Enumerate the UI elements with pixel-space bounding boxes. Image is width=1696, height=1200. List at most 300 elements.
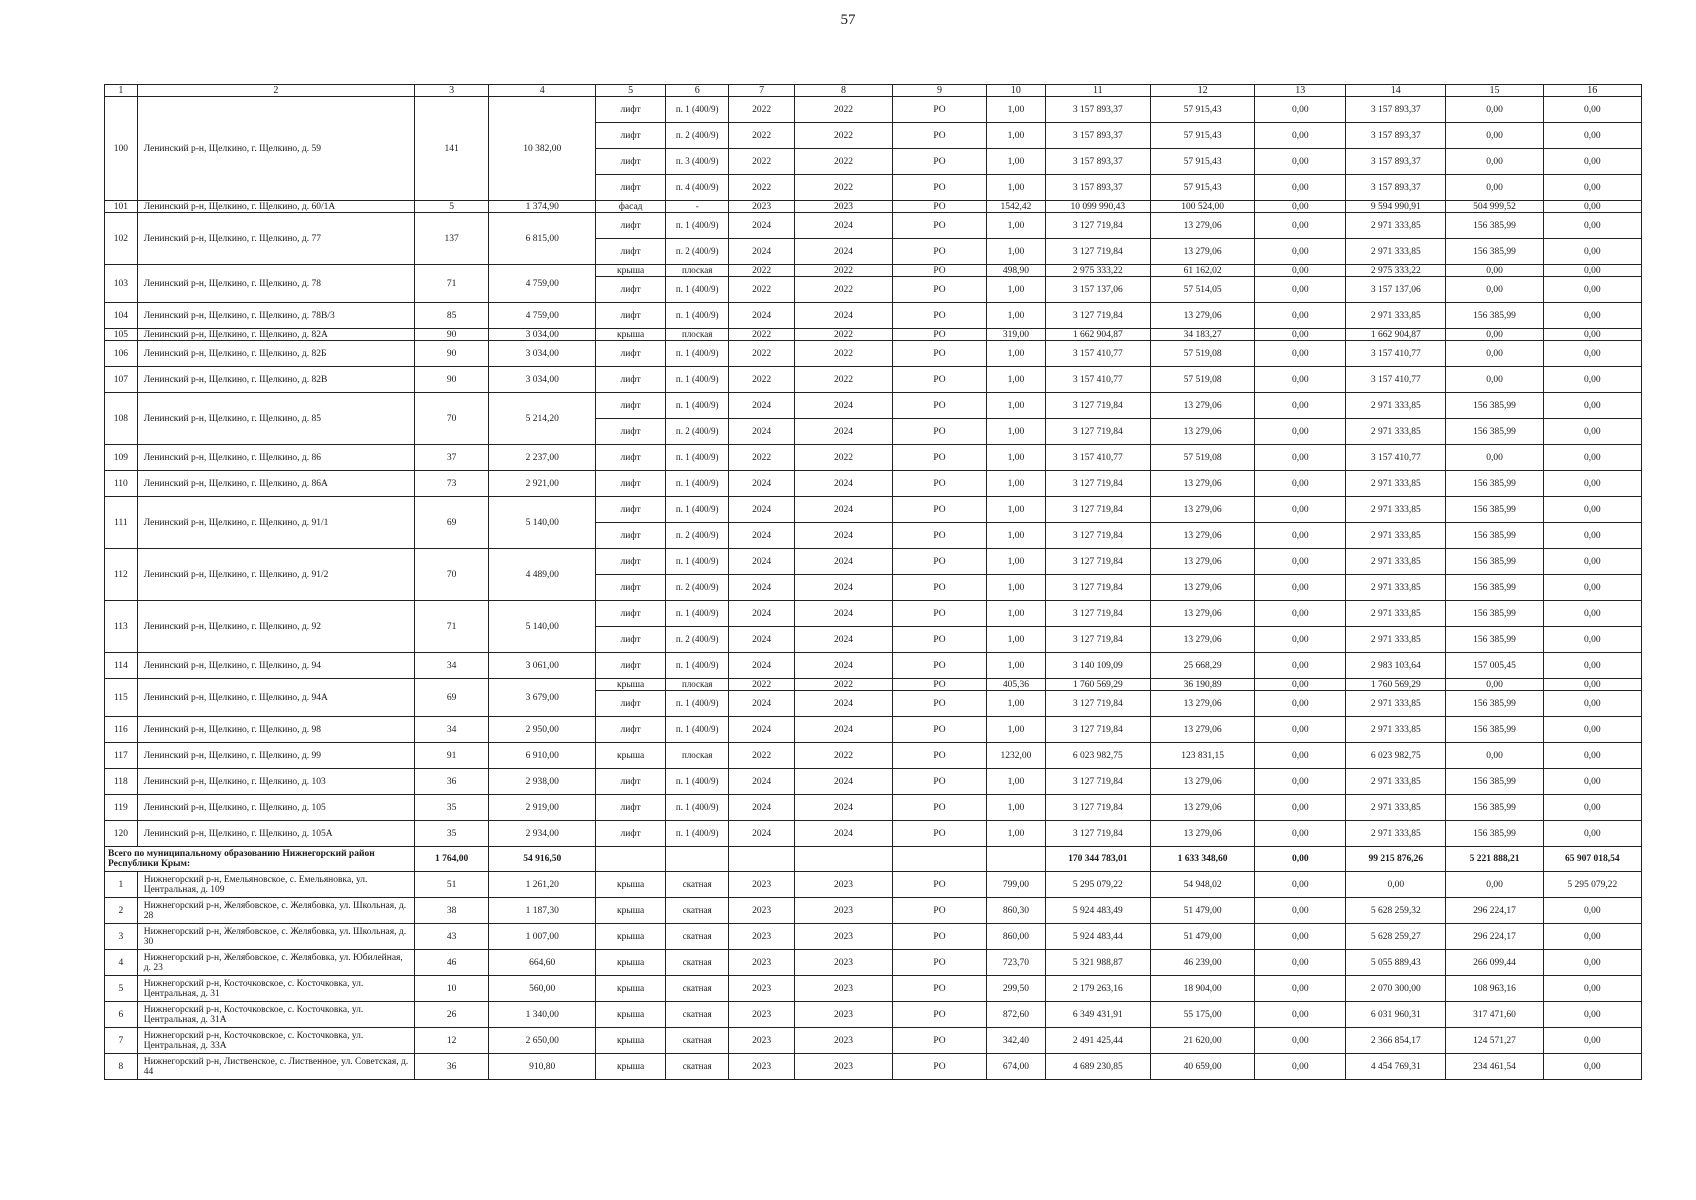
column-number-cell: 3 (415, 85, 489, 97)
ro-cell: РО (893, 497, 987, 523)
quantity-cell: 1232,00 (986, 743, 1045, 769)
cost-col12-cell: 123 831,15 (1150, 743, 1255, 769)
address-cell: Ленинский р-н, Щелкино, г. Щелкино, д. 85 (137, 393, 414, 445)
quantity-cell: 1,00 (986, 471, 1045, 497)
area-cell: 3 034,00 (489, 367, 596, 393)
total-c16-cell: 65 907 018,54 (1543, 847, 1641, 872)
cost-col12-cell: 13 279,06 (1150, 795, 1255, 821)
year-cell: 2023 (794, 1002, 892, 1028)
plan-year-cell: 2022 (729, 123, 794, 149)
cost-col16-cell: 0,00 (1543, 419, 1641, 445)
work-detail-cell: п. 1 (400/9) (666, 821, 729, 847)
work-detail-cell: п. 1 (400/9) (666, 445, 729, 471)
cost-col12-cell: 51 479,00 (1150, 924, 1255, 950)
work-type-cell: лифт (596, 821, 666, 847)
address-cell: Ленинский р-н, Щелкино, г. Щелкино, д. 82В (137, 367, 414, 393)
work-detail-cell: п. 1 (400/9) (666, 795, 729, 821)
total-cost-cell: 3 127 719,84 (1045, 303, 1150, 329)
total-cost-cell: 3 127 719,84 (1045, 523, 1150, 549)
work-detail-cell: п. 1 (400/9) (666, 549, 729, 575)
cost-col14-cell: 2 971 333,85 (1346, 549, 1446, 575)
table-row (105, 653, 1642, 679)
row-number-cell: 112 (105, 549, 138, 601)
address-cell: Ленинский р-н, Щелкино, г. Щелкино, д. 99 (137, 743, 414, 769)
total-cost-cell: 3 127 719,84 (1045, 769, 1150, 795)
address-cell: Ленинский р-н, Щелкино, г. Щелкино, д. 82Б (137, 341, 414, 367)
table-row (105, 471, 1642, 497)
cost-col13-cell: 0,00 (1255, 976, 1346, 1002)
cost-col15-cell: 156 385,99 (1446, 795, 1543, 821)
table-row (105, 898, 1642, 924)
total-cost-cell: 3 157 893,37 (1045, 149, 1150, 175)
cost-col12-cell: 13 279,06 (1150, 601, 1255, 627)
row-number-cell: 114 (105, 653, 138, 679)
apartments-cell: 34 (415, 717, 489, 743)
year-cell: 2024 (794, 691, 892, 717)
quantity-cell: 1,00 (986, 601, 1045, 627)
cost-col14-cell: 2 971 333,85 (1346, 627, 1446, 653)
cost-col16-cell: 0,00 (1543, 329, 1641, 341)
work-type-cell: крыша (596, 743, 666, 769)
row-number-cell: 1 (105, 872, 138, 898)
quantity-cell: 1,00 (986, 497, 1045, 523)
cost-col13-cell: 0,00 (1255, 898, 1346, 924)
quantity-cell: 1,00 (986, 769, 1045, 795)
work-type-cell: крыша (596, 976, 666, 1002)
cost-col16-cell: 0,00 (1543, 976, 1641, 1002)
quantity-cell: 860,30 (986, 898, 1045, 924)
address-cell: Ленинский р-н, Щелкино, г. Щелкино, д. 98 (137, 717, 414, 743)
table-row (105, 1054, 1642, 1080)
total-cost-cell: 3 127 719,84 (1045, 717, 1150, 743)
work-type-cell: лифт (596, 303, 666, 329)
quantity-cell: 1,00 (986, 691, 1045, 717)
work-detail-cell: п. 2 (400/9) (666, 239, 729, 265)
table-row (105, 201, 1642, 213)
apartments-cell: 70 (415, 393, 489, 445)
work-detail-cell: п. 1 (400/9) (666, 653, 729, 679)
cost-col12-cell: 13 279,06 (1150, 627, 1255, 653)
cost-col12-cell: 13 279,06 (1150, 497, 1255, 523)
cost-col15-cell: 156 385,99 (1446, 303, 1543, 329)
plan-year-cell: 2022 (729, 175, 794, 201)
plan-year-cell: 2024 (729, 471, 794, 497)
cost-col15-cell: 0,00 (1446, 341, 1543, 367)
ro-cell: РО (893, 1002, 987, 1028)
apartments-cell: 73 (415, 471, 489, 497)
cost-col14-cell: 2 366 854,17 (1346, 1028, 1446, 1054)
table-row (105, 872, 1642, 898)
row-number-cell: 5 (105, 976, 138, 1002)
row-number-cell: 2 (105, 898, 138, 924)
cost-col16-cell: 0,00 (1543, 341, 1641, 367)
row-number-cell: 3 (105, 924, 138, 950)
year-cell: 2024 (794, 419, 892, 445)
table-row (105, 1002, 1642, 1028)
year-cell: 2022 (794, 341, 892, 367)
work-type-cell: лифт (596, 575, 666, 601)
cost-col15-cell: 0,00 (1446, 329, 1543, 341)
cost-col12-cell: 13 279,06 (1150, 419, 1255, 445)
work-type-cell: лифт (596, 175, 666, 201)
cost-col12-cell: 57 519,08 (1150, 341, 1255, 367)
area-cell: 1 007,00 (489, 924, 596, 950)
row-number-cell: 8 (105, 1054, 138, 1080)
area-cell: 3 679,00 (489, 679, 596, 717)
cost-col13-cell: 0,00 (1255, 924, 1346, 950)
row-number-cell: 103 (105, 265, 138, 303)
area-cell: 2 938,00 (489, 769, 596, 795)
work-detail-cell: п. 1 (400/9) (666, 367, 729, 393)
work-detail-cell: п. 4 (400/9) (666, 175, 729, 201)
cost-col13-cell: 0,00 (1255, 821, 1346, 847)
cost-col16-cell: 0,00 (1543, 97, 1641, 123)
cost-col16-cell: 0,00 (1543, 795, 1641, 821)
column-number-cell: 12 (1150, 85, 1255, 97)
plan-year-cell: 2022 (729, 445, 794, 471)
plan-year-cell: 2022 (729, 277, 794, 303)
work-detail-cell: скатная (666, 1028, 729, 1054)
cost-col12-cell: 55 175,00 (1150, 1002, 1255, 1028)
cost-col12-cell: 61 162,02 (1150, 265, 1255, 277)
cost-col16-cell: 0,00 (1543, 367, 1641, 393)
plan-year-cell: 2024 (729, 419, 794, 445)
column-number-cell: 15 (1446, 85, 1543, 97)
table-row (105, 497, 1642, 523)
ro-cell: РО (893, 523, 987, 549)
cost-col13-cell: 0,00 (1255, 329, 1346, 341)
quantity-cell: 1,00 (986, 523, 1045, 549)
work-type-cell: крыша (596, 265, 666, 277)
cost-col16-cell: 0,00 (1543, 201, 1641, 213)
work-detail-cell: скатная (666, 924, 729, 950)
work-type-cell: лифт (596, 769, 666, 795)
apartments-cell: 10 (415, 976, 489, 1002)
area-cell: 4 489,00 (489, 549, 596, 601)
row-number-cell: 120 (105, 821, 138, 847)
area-cell: 1 374,90 (489, 201, 596, 213)
cost-col13-cell: 0,00 (1255, 549, 1346, 575)
cost-col13-cell: 0,00 (1255, 769, 1346, 795)
total-c13-cell: 0,00 (1255, 847, 1346, 872)
plan-year-cell: 2024 (729, 239, 794, 265)
cost-col13-cell: 0,00 (1255, 950, 1346, 976)
plan-year-cell: 2023 (729, 950, 794, 976)
year-cell: 2023 (794, 976, 892, 1002)
row-number-cell: 107 (105, 367, 138, 393)
cost-col15-cell: 157 005,45 (1446, 653, 1543, 679)
quantity-cell: 1,00 (986, 213, 1045, 239)
quantity-cell: 405,36 (986, 679, 1045, 691)
cost-col13-cell: 0,00 (1255, 497, 1346, 523)
capital-repair-table-sheet (104, 84, 1642, 1080)
quantity-cell: 1,00 (986, 717, 1045, 743)
ro-cell: РО (893, 265, 987, 277)
cost-col12-cell: 13 279,06 (1150, 471, 1255, 497)
ro-cell: РО (893, 976, 987, 1002)
cost-col14-cell: 2 971 333,85 (1346, 821, 1446, 847)
cost-col16-cell: 0,00 (1543, 123, 1641, 149)
address-cell: Нижнегорский р-н, Косточковское, с. Косточковка, ул. Центральная, д. 31 (137, 976, 414, 1002)
work-detail-cell: скатная (666, 898, 729, 924)
apartments-cell: 36 (415, 769, 489, 795)
address-cell: Ленинский р-н, Щелкино, г. Щелкино, д. 59 (137, 97, 414, 201)
ro-cell: РО (893, 149, 987, 175)
cost-col15-cell: 0,00 (1446, 175, 1543, 201)
total-cost-cell: 2 975 333,22 (1045, 265, 1150, 277)
plan-year-cell: 2024 (729, 575, 794, 601)
work-type-cell: лифт (596, 549, 666, 575)
work-type-cell: лифт (596, 239, 666, 265)
cost-col13-cell: 0,00 (1255, 653, 1346, 679)
address-cell: Ленинский р-н, Щелкино, г. Щелкино, д. 91/1 (137, 497, 414, 549)
work-type-cell: крыша (596, 924, 666, 950)
plan-year-cell: 2024 (729, 601, 794, 627)
work-detail-cell: скатная (666, 950, 729, 976)
table-row (105, 743, 1642, 769)
year-cell: 2024 (794, 549, 892, 575)
cost-col15-cell: 0,00 (1446, 872, 1543, 898)
plan-year-cell: 2024 (729, 627, 794, 653)
work-detail-cell: п. 1 (400/9) (666, 769, 729, 795)
work-detail-cell: скатная (666, 1002, 729, 1028)
total-cost-cell: 3 157 410,77 (1045, 367, 1150, 393)
cost-col15-cell: 0,00 (1446, 445, 1543, 471)
cost-col14-cell: 2 971 333,85 (1346, 239, 1446, 265)
total-cost-cell: 3 127 719,84 (1045, 627, 1150, 653)
total-cost-cell: 3 127 719,84 (1045, 419, 1150, 445)
cost-col13-cell: 0,00 (1255, 367, 1346, 393)
address-cell: Нижнегорский р-н, Желябовское, с. Желябовка, ул. Школьная, д. 30 (137, 924, 414, 950)
table-row (105, 717, 1642, 743)
plan-year-cell: 2022 (729, 341, 794, 367)
apartments-cell: 35 (415, 821, 489, 847)
work-detail-cell: п. 2 (400/9) (666, 123, 729, 149)
year-cell: 2022 (794, 367, 892, 393)
cost-col15-cell: 124 571,27 (1446, 1028, 1543, 1054)
cost-col14-cell: 5 628 259,27 (1346, 924, 1446, 950)
cost-col13-cell: 0,00 (1255, 265, 1346, 277)
year-cell: 2024 (794, 471, 892, 497)
cost-col13-cell: 0,00 (1255, 123, 1346, 149)
plan-year-cell: 2024 (729, 821, 794, 847)
apartments-cell: 69 (415, 679, 489, 717)
total-cost-cell: 3 127 719,84 (1045, 239, 1150, 265)
total-cost-cell: 3 127 719,84 (1045, 821, 1150, 847)
work-type-cell: лифт (596, 795, 666, 821)
work-type-cell: лифт (596, 627, 666, 653)
year-cell: 2024 (794, 393, 892, 419)
cost-col12-cell: 57 519,08 (1150, 367, 1255, 393)
cost-col14-cell: 3 157 893,37 (1346, 149, 1446, 175)
plan-year-cell: 2023 (729, 1028, 794, 1054)
row-number-cell: 108 (105, 393, 138, 445)
cost-col14-cell: 2 971 333,85 (1346, 393, 1446, 419)
area-cell: 1 261,20 (489, 872, 596, 898)
year-cell: 2022 (794, 97, 892, 123)
quantity-cell: 498,90 (986, 265, 1045, 277)
total-row (105, 847, 1642, 872)
cost-col15-cell: 0,00 (1446, 149, 1543, 175)
quantity-cell: 1,00 (986, 419, 1045, 445)
cost-col15-cell: 0,00 (1446, 743, 1543, 769)
year-cell: 2024 (794, 653, 892, 679)
work-type-cell: фасад (596, 201, 666, 213)
column-number-cell: 10 (986, 85, 1045, 97)
empty-cell (986, 847, 1045, 872)
cost-col15-cell: 156 385,99 (1446, 497, 1543, 523)
quantity-cell: 1,00 (986, 303, 1045, 329)
cost-col13-cell: 0,00 (1255, 445, 1346, 471)
cost-col15-cell: 156 385,99 (1446, 419, 1543, 445)
cost-col13-cell: 0,00 (1255, 393, 1346, 419)
address-cell: Ленинский р-н, Щелкино, г. Щелкино, д. 91/2 (137, 549, 414, 601)
plan-year-cell: 2024 (729, 523, 794, 549)
year-cell: 2023 (794, 950, 892, 976)
cost-col13-cell: 0,00 (1255, 627, 1346, 653)
plan-year-cell: 2024 (729, 393, 794, 419)
cost-col15-cell: 156 385,99 (1446, 821, 1543, 847)
table-row (105, 213, 1642, 239)
cost-col12-cell: 13 279,06 (1150, 239, 1255, 265)
cost-col12-cell: 36 190,89 (1150, 679, 1255, 691)
plan-year-cell: 2024 (729, 549, 794, 575)
apartments-cell: 37 (415, 445, 489, 471)
address-cell: Нижнегорский р-н, Желябовское, с. Желябовка, ул. Школьная, д. 28 (137, 898, 414, 924)
work-type-cell: лифт (596, 717, 666, 743)
plan-year-cell: 2022 (729, 97, 794, 123)
total-cost-cell: 4 689 230,85 (1045, 1054, 1150, 1080)
cost-col13-cell: 0,00 (1255, 717, 1346, 743)
cost-col13-cell: 0,00 (1255, 601, 1346, 627)
row-number-cell: 119 (105, 795, 138, 821)
ro-cell: РО (893, 175, 987, 201)
cost-col16-cell: 0,00 (1543, 445, 1641, 471)
address-cell: Ленинский р-н, Щелкино, г. Щелкино, д. 82А (137, 329, 414, 341)
ro-cell: РО (893, 393, 987, 419)
cost-col16-cell: 0,00 (1543, 679, 1641, 691)
apartments-cell: 36 (415, 1054, 489, 1080)
cost-col15-cell: 296 224,17 (1446, 898, 1543, 924)
area-cell: 5 214,20 (489, 393, 596, 445)
total-cost-cell: 5 295 079,22 (1045, 872, 1150, 898)
plan-year-cell: 2024 (729, 769, 794, 795)
cost-col13-cell: 0,00 (1255, 1054, 1346, 1080)
ro-cell: РО (893, 575, 987, 601)
quantity-cell: 1,00 (986, 445, 1045, 471)
plan-year-cell: 2023 (729, 924, 794, 950)
work-type-cell: лифт (596, 367, 666, 393)
quantity-cell: 342,40 (986, 1028, 1045, 1054)
cost-col13-cell: 0,00 (1255, 1002, 1346, 1028)
area-cell: 1 187,30 (489, 898, 596, 924)
cost-col13-cell: 0,00 (1255, 213, 1346, 239)
cost-col16-cell: 0,00 (1543, 898, 1641, 924)
empty-cell (794, 847, 892, 872)
cost-col14-cell: 6 031 960,31 (1346, 1002, 1446, 1028)
quantity-cell: 1,00 (986, 123, 1045, 149)
work-detail-cell: скатная (666, 976, 729, 1002)
cost-col16-cell: 0,00 (1543, 575, 1641, 601)
work-detail-cell: плоская (666, 743, 729, 769)
year-cell: 2023 (794, 924, 892, 950)
ro-cell: РО (893, 821, 987, 847)
column-number-cell: 9 (893, 85, 987, 97)
cost-col14-cell: 3 157 137,06 (1346, 277, 1446, 303)
row-number-cell: 106 (105, 341, 138, 367)
ro-cell: РО (893, 795, 987, 821)
cost-col12-cell: 57 514,05 (1150, 277, 1255, 303)
row-number-cell: 100 (105, 97, 138, 201)
cost-col15-cell: 0,00 (1446, 367, 1543, 393)
cost-col15-cell: 0,00 (1446, 123, 1543, 149)
cost-col14-cell: 4 454 769,31 (1346, 1054, 1446, 1080)
cost-col13-cell: 0,00 (1255, 471, 1346, 497)
area-cell: 5 140,00 (489, 497, 596, 549)
quantity-cell: 1,00 (986, 149, 1045, 175)
work-type-cell: крыша (596, 872, 666, 898)
table-row (105, 795, 1642, 821)
work-detail-cell: п. 1 (400/9) (666, 393, 729, 419)
plan-year-cell: 2022 (729, 743, 794, 769)
cost-col16-cell: 0,00 (1543, 175, 1641, 201)
total-cost-cell: 3 157 893,37 (1045, 97, 1150, 123)
address-cell: Нижнегорский р-н, Желябовское, с. Желябовка, ул. Юбилейная, д. 23 (137, 950, 414, 976)
plan-year-cell: 2023 (729, 976, 794, 1002)
work-detail-cell: п. 1 (400/9) (666, 601, 729, 627)
cost-col16-cell: 0,00 (1543, 239, 1641, 265)
work-detail-cell: - (666, 201, 729, 213)
work-detail-cell: п. 1 (400/9) (666, 303, 729, 329)
apartments-cell: 51 (415, 872, 489, 898)
row-number-cell: 105 (105, 329, 138, 341)
total-cost-cell: 1 662 904,87 (1045, 329, 1150, 341)
apartments-cell: 137 (415, 213, 489, 265)
cost-col16-cell: 0,00 (1543, 393, 1641, 419)
cost-col14-cell: 2 983 103,64 (1346, 653, 1446, 679)
area-cell: 3 034,00 (489, 341, 596, 367)
cost-col12-cell: 13 279,06 (1150, 769, 1255, 795)
apartments-cell: 34 (415, 653, 489, 679)
page-number: 57 (840, 12, 856, 28)
cost-col14-cell: 2 971 333,85 (1346, 419, 1446, 445)
row-number-cell: 109 (105, 445, 138, 471)
apartments-cell: 38 (415, 898, 489, 924)
cost-col14-cell: 3 157 893,37 (1346, 97, 1446, 123)
work-type-cell: лифт (596, 213, 666, 239)
address-cell: Ленинский р-н, Щелкино, г. Щелкино, д. 77 (137, 213, 414, 265)
ro-cell: РО (893, 627, 987, 653)
quantity-cell: 1,00 (986, 239, 1045, 265)
total-cost-cell: 3 157 410,77 (1045, 341, 1150, 367)
column-number-cell: 2 (137, 85, 414, 97)
cost-col14-cell: 0,00 (1346, 872, 1446, 898)
year-cell: 2023 (794, 201, 892, 213)
cost-col14-cell: 5 628 259,32 (1346, 898, 1446, 924)
apartments-cell: 90 (415, 367, 489, 393)
cost-col15-cell: 156 385,99 (1446, 393, 1543, 419)
address-cell: Ленинский р-н, Щелкино, г. Щелкино, д. 92 (137, 601, 414, 653)
column-number-cell: 16 (1543, 85, 1641, 97)
work-detail-cell: п. 1 (400/9) (666, 717, 729, 743)
cost-col16-cell: 0,00 (1543, 265, 1641, 277)
work-type-cell: лифт (596, 497, 666, 523)
table-body (105, 85, 1642, 1080)
area-cell: 6 910,00 (489, 743, 596, 769)
cost-col16-cell: 0,00 (1543, 821, 1641, 847)
cost-col13-cell: 0,00 (1255, 795, 1346, 821)
quantity-cell: 1,00 (986, 393, 1045, 419)
